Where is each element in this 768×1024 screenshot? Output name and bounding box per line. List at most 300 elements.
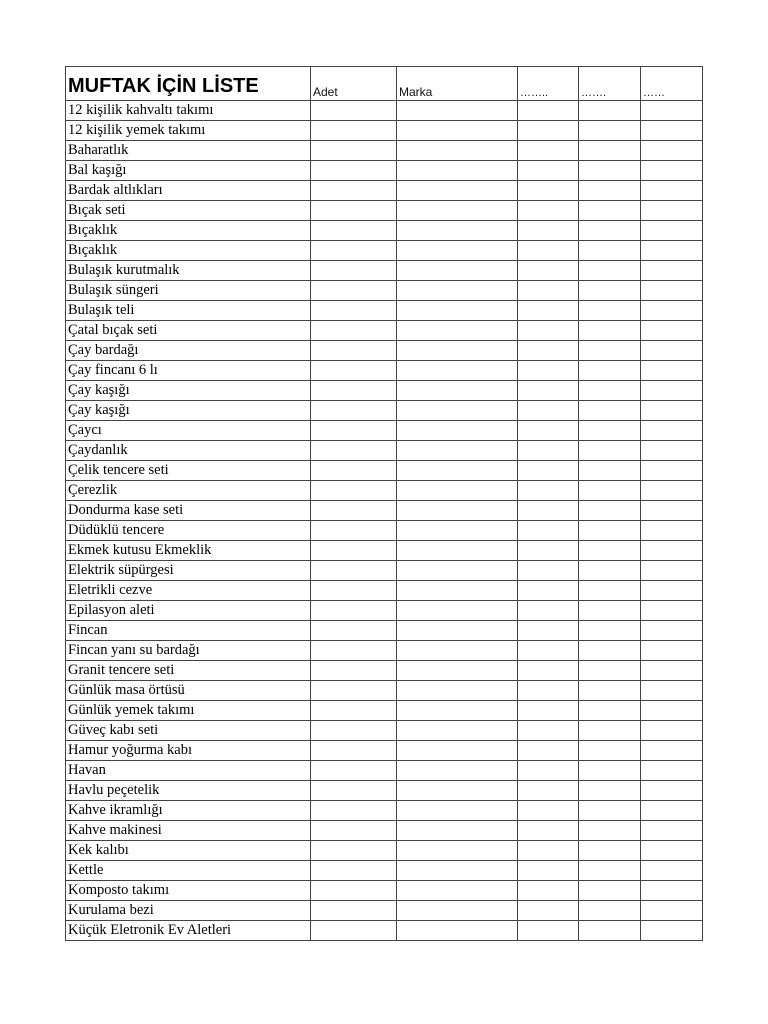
blank-cell-2[interactable] xyxy=(579,741,641,761)
marka-cell[interactable] xyxy=(397,701,518,721)
blank-cell-3[interactable] xyxy=(641,281,703,301)
marka-cell[interactable] xyxy=(397,501,518,521)
blank-cell-3[interactable] xyxy=(641,461,703,481)
blank-cell-2[interactable] xyxy=(579,361,641,381)
adet-cell[interactable] xyxy=(311,441,397,461)
blank-cell-2[interactable] xyxy=(579,841,641,861)
blank-cell-3[interactable] xyxy=(641,241,703,261)
table-row xyxy=(66,841,703,861)
blank-cell-2[interactable] xyxy=(579,541,641,561)
marka-cell[interactable] xyxy=(397,481,518,501)
item-name-cell: Ekmek kutusu Ekmeklik xyxy=(66,541,311,561)
blank-cell-3[interactable] xyxy=(641,701,703,721)
item-name-cell: Bıçak seti xyxy=(66,201,311,221)
table-row xyxy=(66,301,703,321)
marka-cell[interactable] xyxy=(397,561,518,581)
table-row xyxy=(66,321,703,341)
blank-cell-3[interactable] xyxy=(641,721,703,741)
list-title: MUFTAK İÇİN LİSTE xyxy=(66,67,311,101)
item-name-cell: Çay kaşığı xyxy=(66,381,311,401)
adet-cell[interactable] xyxy=(311,781,397,801)
blank-cell-3[interactable] xyxy=(641,121,703,141)
blank-cell-1[interactable] xyxy=(518,201,579,221)
table-row xyxy=(66,681,703,701)
item-name-cell: Fincan xyxy=(66,621,311,641)
adet-cell[interactable] xyxy=(311,121,397,141)
table-row xyxy=(66,501,703,521)
adet-cell[interactable] xyxy=(311,721,397,741)
blank-cell-1[interactable] xyxy=(518,381,579,401)
item-name-cell: Baharatlık xyxy=(66,141,311,161)
item-name-cell: Çay bardağı xyxy=(66,341,311,361)
marka-cell[interactable] xyxy=(397,241,518,261)
adet-cell[interactable] xyxy=(311,321,397,341)
adet-cell[interactable] xyxy=(311,661,397,681)
item-name-cell: Bıçaklık xyxy=(66,221,311,241)
marka-cell[interactable] xyxy=(397,601,518,621)
blank-cell-1[interactable] xyxy=(518,661,579,681)
blank-cell-3[interactable] xyxy=(641,761,703,781)
blank-cell-1[interactable] xyxy=(518,541,579,561)
blank-cell-3[interactable] xyxy=(641,221,703,241)
blank-cell-3[interactable] xyxy=(641,681,703,701)
item-name-cell: Çay kaşığı xyxy=(66,401,311,421)
blank-cell-3[interactable] xyxy=(641,361,703,381)
blank-cell-2[interactable] xyxy=(579,801,641,821)
column-header-blank-2: ……. xyxy=(579,67,641,101)
blank-cell-2[interactable] xyxy=(579,201,641,221)
adet-cell[interactable] xyxy=(311,761,397,781)
table-row xyxy=(66,581,703,601)
table-row xyxy=(66,881,703,901)
adet-cell[interactable] xyxy=(311,821,397,841)
blank-cell-3[interactable] xyxy=(641,841,703,861)
item-name-cell: Kurulama bezi xyxy=(66,901,311,921)
adet-cell[interactable] xyxy=(311,921,397,941)
blank-cell-2[interactable] xyxy=(579,461,641,481)
blank-cell-3[interactable] xyxy=(641,101,703,121)
column-header-adet: Adet xyxy=(311,67,397,101)
blank-cell-1[interactable] xyxy=(518,681,579,701)
blank-cell-2[interactable] xyxy=(579,721,641,741)
blank-cell-2[interactable] xyxy=(579,761,641,781)
blank-cell-2[interactable] xyxy=(579,261,641,281)
marka-cell[interactable] xyxy=(397,441,518,461)
table-row xyxy=(66,261,703,281)
blank-cell-3[interactable] xyxy=(641,581,703,601)
marka-cell[interactable] xyxy=(397,521,518,541)
adet-cell[interactable] xyxy=(311,621,397,641)
table-row xyxy=(66,461,703,481)
item-name-cell: Çerezlik xyxy=(66,481,311,501)
blank-cell-2[interactable] xyxy=(579,441,641,461)
item-name-cell: Çelik tencere seti xyxy=(66,461,311,481)
marka-cell[interactable] xyxy=(397,541,518,561)
marka-cell[interactable] xyxy=(397,221,518,241)
adet-cell[interactable] xyxy=(311,601,397,621)
blank-cell-1[interactable] xyxy=(518,421,579,441)
marka-cell[interactable] xyxy=(397,141,518,161)
blank-cell-1[interactable] xyxy=(518,101,579,121)
blank-cell-2[interactable] xyxy=(579,181,641,201)
item-name-cell: Küçük Eletronik Ev Aletleri xyxy=(66,921,311,941)
item-name-cell: Granit tencere seti xyxy=(66,661,311,681)
header-row xyxy=(66,67,703,101)
blank-cell-1[interactable] xyxy=(518,221,579,241)
adet-cell[interactable] xyxy=(311,361,397,381)
blank-cell-1[interactable] xyxy=(518,461,579,481)
table-row xyxy=(66,341,703,361)
blank-cell-2[interactable] xyxy=(579,861,641,881)
blank-cell-3[interactable] xyxy=(641,541,703,561)
adet-cell[interactable] xyxy=(311,381,397,401)
blank-cell-1[interactable] xyxy=(518,321,579,341)
marka-cell[interactable] xyxy=(397,101,518,121)
adet-cell[interactable] xyxy=(311,581,397,601)
table-row xyxy=(66,741,703,761)
table-row xyxy=(66,721,703,741)
table-row xyxy=(66,541,703,561)
item-name-cell: 12 kişilik yemek takımı xyxy=(66,121,311,141)
adet-cell[interactable] xyxy=(311,421,397,441)
table-row xyxy=(66,761,703,781)
adet-cell[interactable] xyxy=(311,641,397,661)
table-row xyxy=(66,821,703,841)
blank-cell-1[interactable] xyxy=(518,441,579,461)
table-row xyxy=(66,361,703,381)
blank-cell-3[interactable] xyxy=(641,201,703,221)
adet-cell[interactable] xyxy=(311,501,397,521)
item-name-cell: Güveç kabı seti xyxy=(66,721,311,741)
table-row xyxy=(66,521,703,541)
blank-cell-1[interactable] xyxy=(518,641,579,661)
blank-cell-2[interactable] xyxy=(579,481,641,501)
blank-cell-2[interactable] xyxy=(579,281,641,301)
blank-cell-2[interactable] xyxy=(579,641,641,661)
blank-cell-3[interactable] xyxy=(641,161,703,181)
blank-cell-3[interactable] xyxy=(641,421,703,441)
marka-cell[interactable] xyxy=(397,681,518,701)
item-name-cell: Çaycı xyxy=(66,421,311,441)
blank-cell-2[interactable] xyxy=(579,141,641,161)
blank-cell-1[interactable] xyxy=(518,821,579,841)
table-row xyxy=(66,121,703,141)
adet-cell[interactable] xyxy=(311,801,397,821)
adet-cell[interactable] xyxy=(311,201,397,221)
blank-cell-2[interactable] xyxy=(579,381,641,401)
marka-cell[interactable] xyxy=(397,861,518,881)
marka-cell[interactable] xyxy=(397,781,518,801)
adet-cell[interactable] xyxy=(311,681,397,701)
table-row xyxy=(66,481,703,501)
blank-cell-3[interactable] xyxy=(641,921,703,941)
blank-cell-1[interactable] xyxy=(518,141,579,161)
blank-cell-3[interactable] xyxy=(641,621,703,641)
item-name-cell: Kahve makinesi xyxy=(66,821,311,841)
blank-cell-2[interactable] xyxy=(579,781,641,801)
adet-cell[interactable] xyxy=(311,741,397,761)
marka-cell[interactable] xyxy=(397,921,518,941)
marka-cell[interactable] xyxy=(397,661,518,681)
blank-cell-2[interactable] xyxy=(579,701,641,721)
table-row xyxy=(66,781,703,801)
marka-cell[interactable] xyxy=(397,181,518,201)
blank-cell-3[interactable] xyxy=(641,261,703,281)
item-name-cell: Bıçaklık xyxy=(66,241,311,261)
blank-cell-3[interactable] xyxy=(641,301,703,321)
marka-cell[interactable] xyxy=(397,721,518,741)
blank-cell-2[interactable] xyxy=(579,921,641,941)
item-name-cell: Havan xyxy=(66,761,311,781)
table-row xyxy=(66,921,703,941)
adet-cell[interactable] xyxy=(311,241,397,261)
blank-cell-2[interactable] xyxy=(579,661,641,681)
blank-cell-3[interactable] xyxy=(641,181,703,201)
marka-cell[interactable] xyxy=(397,401,518,421)
table-row xyxy=(66,161,703,181)
column-header-blank-1: …….. xyxy=(518,67,579,101)
item-name-cell: Dondurma kase seti xyxy=(66,501,311,521)
blank-cell-3[interactable] xyxy=(641,861,703,881)
marka-cell[interactable] xyxy=(397,761,518,781)
item-name-cell: Elektrik süpürgesi xyxy=(66,561,311,581)
blank-cell-3[interactable] xyxy=(641,441,703,461)
adet-cell[interactable] xyxy=(311,301,397,321)
blank-cell-1[interactable] xyxy=(518,561,579,581)
blank-cell-2[interactable] xyxy=(579,301,641,321)
adet-cell[interactable] xyxy=(311,341,397,361)
marka-cell[interactable] xyxy=(397,581,518,601)
marka-cell[interactable] xyxy=(397,301,518,321)
blank-cell-3[interactable] xyxy=(641,821,703,841)
adet-cell[interactable] xyxy=(311,861,397,881)
item-name-cell: Çatal bıçak seti xyxy=(66,321,311,341)
blank-cell-3[interactable] xyxy=(641,601,703,621)
kitchen-list-table xyxy=(65,66,703,941)
blank-cell-2[interactable] xyxy=(579,341,641,361)
table-row xyxy=(66,561,703,581)
adet-cell[interactable] xyxy=(311,181,397,201)
adet-cell[interactable] xyxy=(311,481,397,501)
blank-cell-1[interactable] xyxy=(518,861,579,881)
item-name-cell: Çay fincanı 6 lı xyxy=(66,361,311,381)
blank-cell-3[interactable] xyxy=(641,141,703,161)
marka-cell[interactable] xyxy=(397,801,518,821)
adet-cell[interactable] xyxy=(311,161,397,181)
adet-cell[interactable] xyxy=(311,101,397,121)
blank-cell-1[interactable] xyxy=(518,121,579,141)
table-row xyxy=(66,101,703,121)
table-row xyxy=(66,221,703,241)
blank-cell-2[interactable] xyxy=(579,321,641,341)
table-row xyxy=(66,441,703,461)
blank-cell-3[interactable] xyxy=(641,521,703,541)
blank-cell-1[interactable] xyxy=(518,801,579,821)
blank-cell-3[interactable] xyxy=(641,401,703,421)
column-header-blank-3: …… xyxy=(641,67,703,101)
item-name-cell: Günlük masa örtüsü xyxy=(66,681,311,701)
table-row xyxy=(66,621,703,641)
table-row xyxy=(66,661,703,681)
blank-cell-2[interactable] xyxy=(579,101,641,121)
marka-cell[interactable] xyxy=(397,461,518,481)
blank-cell-2[interactable] xyxy=(579,241,641,261)
blank-cell-3[interactable] xyxy=(641,741,703,761)
blank-cell-2[interactable] xyxy=(579,901,641,921)
blank-cell-1[interactable] xyxy=(518,161,579,181)
column-header-marka: Marka xyxy=(397,67,518,101)
blank-cell-2[interactable] xyxy=(579,681,641,701)
item-name-cell: Bal kaşığı xyxy=(66,161,311,181)
marka-cell[interactable] xyxy=(397,321,518,341)
blank-cell-3[interactable] xyxy=(641,501,703,521)
adet-cell[interactable] xyxy=(311,841,397,861)
checklist-sheet xyxy=(65,66,702,941)
blank-cell-1[interactable] xyxy=(518,361,579,381)
table-row xyxy=(66,281,703,301)
marka-cell[interactable] xyxy=(397,281,518,301)
item-name-cell: Kettle xyxy=(66,861,311,881)
adet-cell[interactable] xyxy=(311,221,397,241)
blank-cell-1[interactable] xyxy=(518,481,579,501)
blank-cell-1[interactable] xyxy=(518,521,579,541)
blank-cell-3[interactable] xyxy=(641,901,703,921)
blank-cell-1[interactable] xyxy=(518,281,579,301)
blank-cell-1[interactable] xyxy=(518,181,579,201)
blank-cell-2[interactable] xyxy=(579,821,641,841)
blank-cell-2[interactable] xyxy=(579,521,641,541)
table-row xyxy=(66,201,703,221)
marka-cell[interactable] xyxy=(397,841,518,861)
blank-cell-2[interactable] xyxy=(579,501,641,521)
table-row xyxy=(66,901,703,921)
marka-cell[interactable] xyxy=(397,361,518,381)
table-row xyxy=(66,401,703,421)
blank-cell-1[interactable] xyxy=(518,501,579,521)
item-name-cell: Fincan yanı su bardağı xyxy=(66,641,311,661)
adet-cell[interactable] xyxy=(311,881,397,901)
adet-cell[interactable] xyxy=(311,461,397,481)
blank-cell-3[interactable] xyxy=(641,801,703,821)
marka-cell[interactable] xyxy=(397,621,518,641)
item-name-cell: Bardak altlıkları xyxy=(66,181,311,201)
blank-cell-1[interactable] xyxy=(518,701,579,721)
table-row xyxy=(66,801,703,821)
blank-cell-3[interactable] xyxy=(641,341,703,361)
item-name-cell: Bulaşık kurutmalık xyxy=(66,261,311,281)
adet-cell[interactable] xyxy=(311,901,397,921)
blank-cell-3[interactable] xyxy=(641,881,703,901)
blank-cell-1[interactable] xyxy=(518,761,579,781)
adet-cell[interactable] xyxy=(311,541,397,561)
blank-cell-1[interactable] xyxy=(518,301,579,321)
adet-cell[interactable] xyxy=(311,521,397,541)
blank-cell-2[interactable] xyxy=(579,401,641,421)
blank-cell-3[interactable] xyxy=(641,781,703,801)
blank-cell-2[interactable] xyxy=(579,221,641,241)
adet-cell[interactable] xyxy=(311,141,397,161)
blank-cell-3[interactable] xyxy=(641,661,703,681)
marka-cell[interactable] xyxy=(397,381,518,401)
blank-cell-1[interactable] xyxy=(518,401,579,421)
blank-cell-2[interactable] xyxy=(579,561,641,581)
marka-cell[interactable] xyxy=(397,821,518,841)
blank-cell-2[interactable] xyxy=(579,621,641,641)
item-name-cell: Kek kalıbı xyxy=(66,841,311,861)
blank-cell-1[interactable] xyxy=(518,881,579,901)
blank-cell-3[interactable] xyxy=(641,641,703,661)
item-name-cell: Eletrikli cezve xyxy=(66,581,311,601)
blank-cell-1[interactable] xyxy=(518,341,579,361)
adet-cell[interactable] xyxy=(311,701,397,721)
item-name-cell: Epilasyon aleti xyxy=(66,601,311,621)
blank-cell-1[interactable] xyxy=(518,781,579,801)
blank-cell-3[interactable] xyxy=(641,381,703,401)
marka-cell[interactable] xyxy=(397,641,518,661)
marka-cell[interactable] xyxy=(397,741,518,761)
blank-cell-2[interactable] xyxy=(579,161,641,181)
table-row xyxy=(66,861,703,881)
marka-cell[interactable] xyxy=(397,901,518,921)
table-row xyxy=(66,381,703,401)
blank-cell-2[interactable] xyxy=(579,121,641,141)
blank-cell-1[interactable] xyxy=(518,741,579,761)
blank-cell-1[interactable] xyxy=(518,921,579,941)
table-row xyxy=(66,701,703,721)
marka-cell[interactable] xyxy=(397,201,518,221)
item-name-cell: Bulaşık teli xyxy=(66,301,311,321)
item-name-cell: 12 kişilik kahvaltı takımı xyxy=(66,101,311,121)
marka-cell[interactable] xyxy=(397,341,518,361)
blank-cell-1[interactable] xyxy=(518,901,579,921)
item-name-cell: Çaydanlık xyxy=(66,441,311,461)
table-row xyxy=(66,641,703,661)
marka-cell[interactable] xyxy=(397,161,518,181)
item-name-cell: Kahve ikramlığı xyxy=(66,801,311,821)
blank-cell-2[interactable] xyxy=(579,881,641,901)
adet-cell[interactable] xyxy=(311,401,397,421)
adet-cell[interactable] xyxy=(311,281,397,301)
item-name-cell: Hamur yoğurma kabı xyxy=(66,741,311,761)
blank-cell-2[interactable] xyxy=(579,421,641,441)
adet-cell[interactable] xyxy=(311,561,397,581)
item-name-cell: Komposto takımı xyxy=(66,881,311,901)
blank-cell-3[interactable] xyxy=(641,321,703,341)
adet-cell[interactable] xyxy=(311,261,397,281)
blank-cell-2[interactable] xyxy=(579,581,641,601)
marka-cell[interactable] xyxy=(397,261,518,281)
blank-cell-1[interactable] xyxy=(518,581,579,601)
blank-cell-1[interactable] xyxy=(518,241,579,261)
blank-cell-1[interactable] xyxy=(518,721,579,741)
table-row xyxy=(66,241,703,261)
item-name-cell: Bulaşık süngeri xyxy=(66,281,311,301)
marka-cell[interactable] xyxy=(397,881,518,901)
table-row xyxy=(66,141,703,161)
table-row xyxy=(66,181,703,201)
blank-cell-1[interactable] xyxy=(518,621,579,641)
item-name-cell: Havlu peçetelik xyxy=(66,781,311,801)
blank-cell-1[interactable] xyxy=(518,841,579,861)
table-row xyxy=(66,421,703,441)
marka-cell[interactable] xyxy=(397,421,518,441)
blank-cell-3[interactable] xyxy=(641,561,703,581)
blank-cell-1[interactable] xyxy=(518,601,579,621)
blank-cell-1[interactable] xyxy=(518,261,579,281)
marka-cell[interactable] xyxy=(397,121,518,141)
blank-cell-2[interactable] xyxy=(579,601,641,621)
blank-cell-3[interactable] xyxy=(641,481,703,501)
